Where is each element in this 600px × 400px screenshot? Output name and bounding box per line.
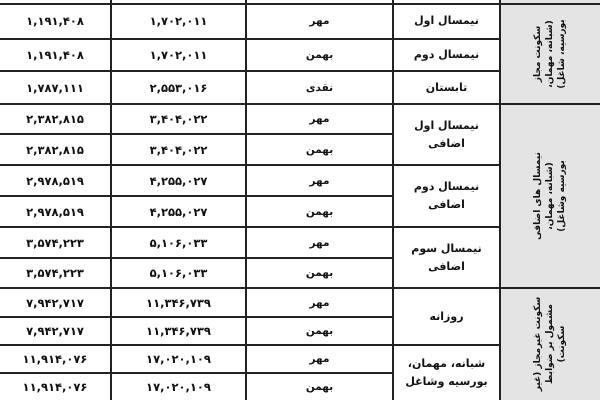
group-cell: [500, 4, 600, 103]
category-label: نیمسال دوم: [413, 48, 480, 61]
amount-left: ۱,۱۹۱,۴۰۸: [26, 14, 84, 28]
amount-left: ۳,۵۷۴,۲۲۳: [26, 235, 84, 250]
term-label: مهر: [309, 113, 330, 125]
category-label: نیمسال اول اضافی: [414, 118, 479, 150]
group-label: نیمسال های اضافی (شبانه، مهمان، بورسیه وشاغل): [533, 151, 567, 240]
category-label: نیمسال اول: [414, 14, 479, 27]
amount-left: ۱,۷۸۷,۱۱۱: [26, 80, 84, 95]
term-label: بهمن: [305, 205, 334, 218]
amount-mid: ۱۷,۰۲۰,۱۰۹: [146, 352, 211, 366]
amount-mid: ۳,۴۰۴,۰۲۲: [149, 142, 208, 157]
group-cell: [500, 104, 600, 287]
amount-mid: ۳,۴۰۴,۰۲۲: [149, 112, 208, 126]
amount-mid: ۱,۷۰۲,۰۱۱: [149, 48, 208, 62]
amount-mid: ۱۷,۰۲۰,۱۰۹: [146, 380, 211, 394]
amount-mid: ۲,۵۵۳,۰۱۶: [149, 80, 208, 95]
amount-left: ۱,۱۹۱,۴۰۸: [26, 48, 84, 62]
amount-left: ۲,۹۷۸,۵۱۹: [26, 173, 84, 188]
term-label: بهمن: [305, 49, 334, 61]
term-label: نقدی: [305, 81, 334, 94]
term-label: مهر: [309, 174, 330, 187]
amount-left: ۱۱,۹۱۴,۰۷۶: [22, 352, 88, 366]
category-label: نیمسال دوم اضافی: [413, 180, 480, 211]
amount-mid: ۵,۱۰۶,۰۳۳: [149, 235, 208, 250]
group-label: سکونت مجاز (شبانه، مهمان، بورسیه، شاغل): [533, 18, 567, 89]
term-label: بهمن: [305, 325, 334, 337]
group-cell: [500, 288, 600, 400]
amount-left: ۲,۳۸۲,۸۱۵: [26, 142, 84, 157]
group-label: سکونت غیرمجاز (غیر مشمول بر ضوابط سکونت): [533, 296, 567, 392]
term-label: مهر: [309, 353, 330, 365]
category-label: تابستان: [425, 80, 468, 94]
amount-left: ۲,۳۸۲,۸۱۵: [26, 112, 84, 126]
amount-mid: ۵,۱۰۶,۰۳۳: [149, 266, 208, 280]
amount-left: ۷,۹۴۲,۷۱۷: [26, 295, 84, 310]
amount-left: ۷,۹۴۲,۷۱۷: [26, 324, 84, 338]
amount-mid: ۴,۲۵۵,۰۲۷: [149, 173, 208, 188]
term-label: مهر: [309, 296, 330, 309]
amount-left: ۳,۵۷۴,۲۲۳: [26, 266, 84, 280]
amount-mid: ۱۱,۳۴۶,۷۳۹: [146, 324, 211, 338]
amount-left: ۲,۹۷۸,۵۱۹: [26, 204, 84, 219]
amount-mid: ۴,۲۵۵,۰۲۷: [149, 204, 208, 219]
amount-mid: ۱۱,۳۴۶,۷۳۹: [146, 295, 211, 310]
term-label: مهر: [309, 15, 330, 27]
category-label: شبانه، مهمان، بورسیه وشاغل: [405, 357, 488, 388]
term-label: بهمن: [305, 143, 334, 156]
term-label: بهمن: [305, 267, 334, 279]
term-label: مهر: [309, 236, 330, 249]
category-label: روزانه: [429, 309, 464, 323]
amount-mid: ۱,۷۰۲,۰۱۱: [149, 14, 208, 28]
term-label: بهمن: [305, 381, 334, 393]
category-label: نیمسال سوم اضافی: [411, 241, 482, 273]
amount-left: ۱۱,۹۱۴,۰۷۶: [22, 380, 88, 394]
